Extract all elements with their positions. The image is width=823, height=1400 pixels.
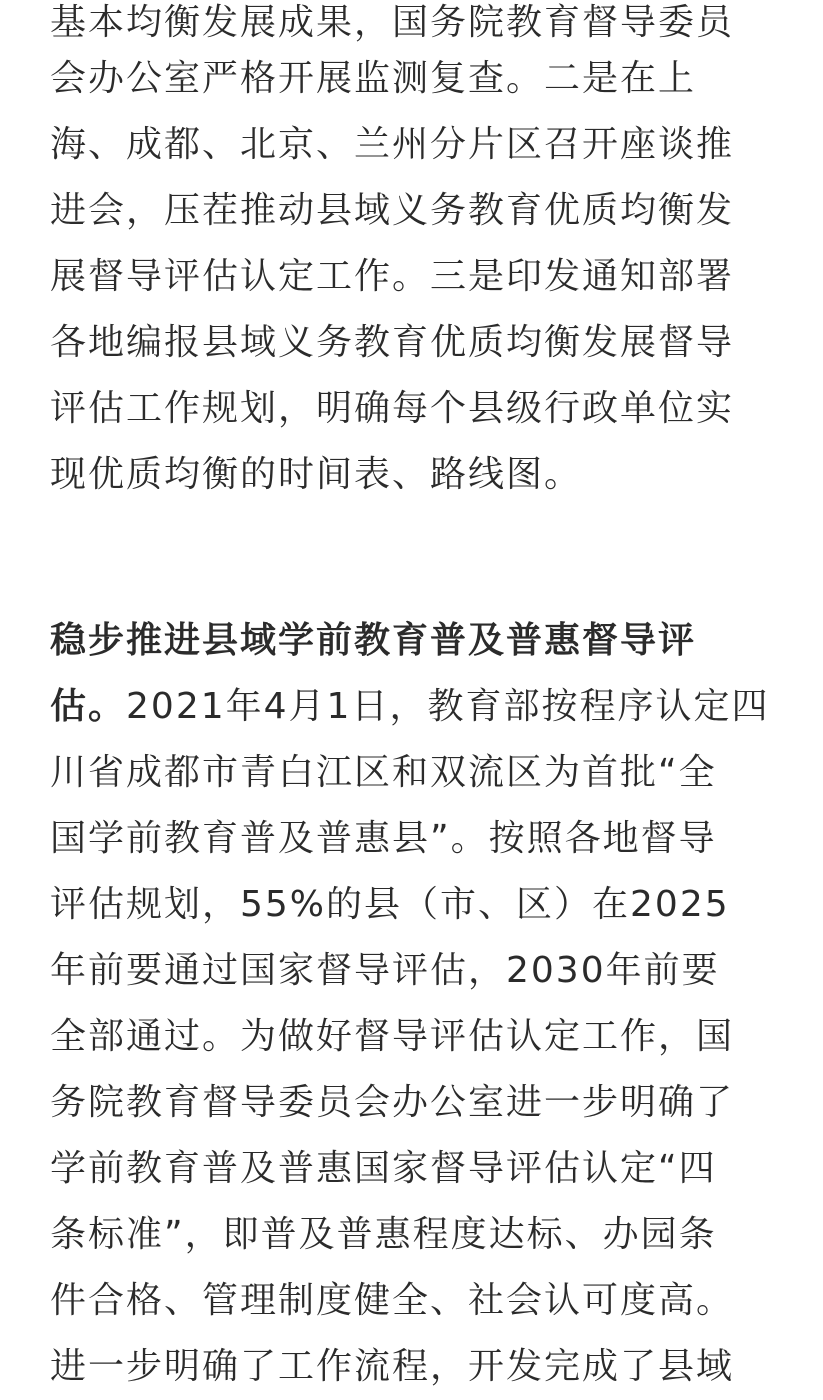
text-line: 条标准”，即普及普惠程度达标、办园条 [50, 1214, 717, 1255]
text-line: 件合格、管理制度健全、社会认可度高。 [50, 1280, 735, 1321]
text-line: 进会，压茬推动县域义务教育优质均衡发 [50, 190, 735, 231]
section-heading-end: 估。 [50, 686, 127, 727]
text-line: 展督导评估认定工作。三是印发通知部署 [50, 256, 735, 297]
paragraph-2 [50, 608, 780, 1400]
text-line: 务院教育督导委员会办公室进一步明确了 [50, 1082, 735, 1123]
text-line: 进一步明确了工作流程，开发完成了县域 [50, 1346, 735, 1387]
paragraph-gap [50, 508, 780, 608]
text-line: 学前教育普及普惠国家督导评估认定“四 [50, 1148, 717, 1189]
paragraph-1 [50, 0, 780, 508]
text-line: 国学前教育普及普惠县”。按照各地督导 [50, 818, 717, 859]
article-body [50, 0, 780, 1400]
text-line-rest: 2021年4月1日，教育部按程序认定四 [126, 686, 770, 727]
text-line: 各地编报县域义务教育优质均衡发展督导 [50, 322, 735, 363]
text-line: 川省成都市青白江区和双流区为首批“全 [50, 752, 717, 793]
section-heading: 稳步推进县域学前教育普及普惠督导评 [50, 620, 697, 661]
text-line: 基本均衡发展成果，国务院教育督导委员 [50, 2, 735, 43]
text-line: 评估工作规划，明确每个县级行政单位实 [50, 388, 735, 429]
text-line [50, 674, 780, 740]
text-line: 会办公室严格开展监测复查。二是在上 [50, 58, 697, 99]
text-line: 评估规划，55%的县（市、区）在2025 [50, 884, 730, 925]
text-line: 海、成都、北京、兰州分片区召开座谈推 [50, 124, 735, 165]
text-line: 现优质均衡的时间表、路线图。 [50, 454, 583, 495]
text-line: 全部通过。为做好督导评估认定工作，国 [50, 1016, 735, 1057]
text-line: 年前要通过国家督导评估，2030年前要 [50, 950, 720, 991]
